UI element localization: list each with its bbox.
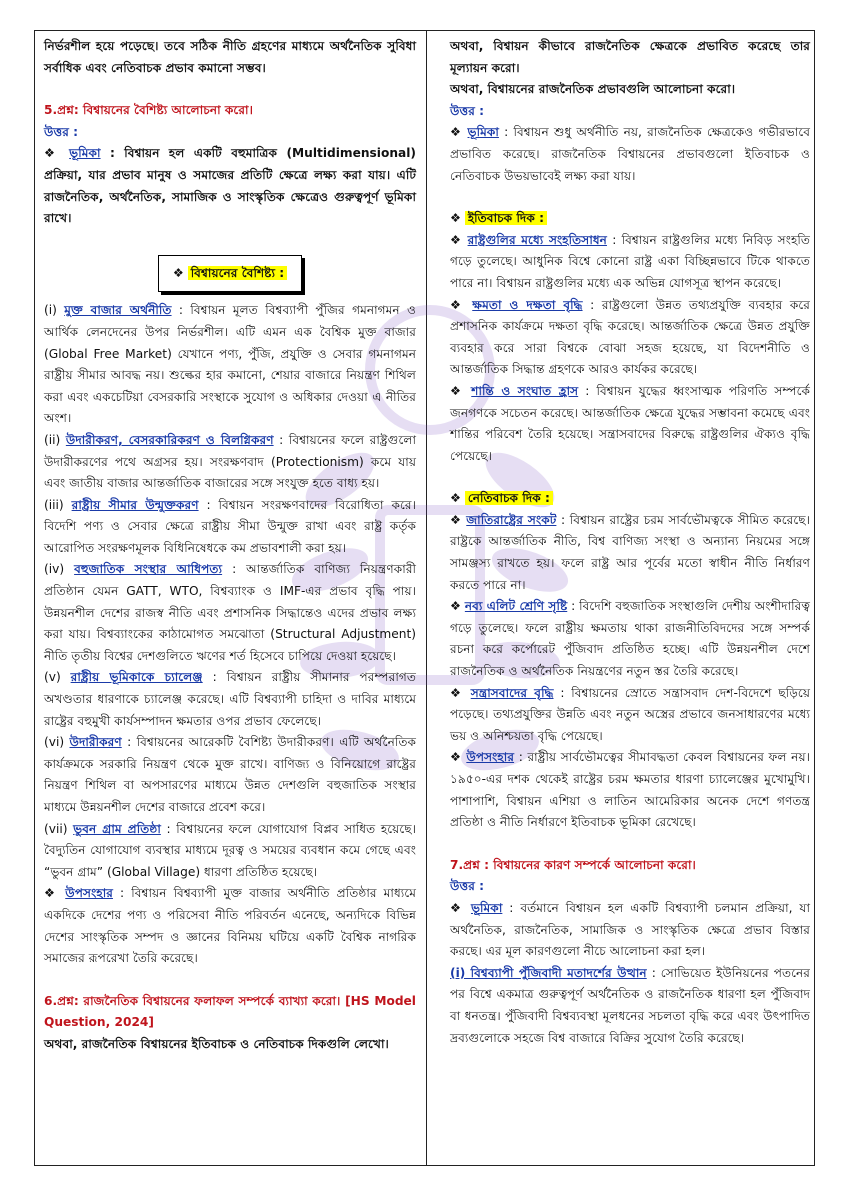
intro-paragraph: ❖ ভূমিকা : বিশ্বায়ন শুধু অর্থনীতি নয়, রাজনৈতিক ক্ষেত্রকেও গভীরভাবে প্রভাবিত করেছে। রাজনৈতিক বিশ্বায়নের প্রভাবগুলো ইতিবাচক ও নেতিবাচক উভয়ভাবেই লক্ষ্য করা যায়। bbox=[450, 125, 811, 183]
bullet-icon: ❖ bbox=[450, 599, 461, 614]
bullet-icon: ❖ bbox=[172, 265, 184, 280]
feature-vi: (vi) উদারীকরণ : বিশ্বায়নের আরেকটি বৈশিষ্ট্য উদারীকরণ। এটি অর্থনৈতিক কার্যক্রমকে সরকারি নিয়ন্ত্রণ থেকে মুক্ত রাখে। বাণিজ্য ও বিনিয়োগে রাষ্ট্রের নিয়ন্ত্রণ শিথিল বা অপসারণের মাধ্যমে উন্নত দেশগুলি বহুজাতিক সংস্থার মাধ্যমে উন্নয়নশীল দেশের বাজারে প্রবেশ করে। bbox=[44, 735, 416, 814]
positive-point-2: ❖ ক্ষমতা ও দক্ষতা বৃদ্ধি : রাষ্ট্রগুলো উন্নত তথ্যপ্রযুক্তি ব্যবহার করে প্রশাসনিক কার্যক্রমে দক্ষতা বৃদ্ধি করেছে। আন্তর্জাতিক ক্ষেত্রে উন্নত প্রযুক্তি ব্যবহার করে সারা বিশ্বকে বোঝা সহজ হয়েছে, যা বিদেশনীতি ও আন্তর্জাতিক সিদ্ধান্ত গ্রহণকে আরও কার্যকর করেছে। bbox=[450, 297, 810, 377]
bullet-icon: ❖ bbox=[450, 491, 461, 506]
intro-keyword: ভূমিকা bbox=[69, 146, 101, 161]
question-5: 5.প্রশ্ন: বিশ্বায়নের বৈশিষ্ট্য আলোচনা করো। bbox=[44, 103, 253, 118]
features-heading: বিশ্বায়নের বৈশিষ্ট্য : bbox=[188, 266, 287, 280]
bullet-icon: ❖ bbox=[450, 512, 462, 527]
positive-heading: ❖ ইতিবাচক দিক : bbox=[450, 208, 810, 230]
conclusion-paragraph: ❖ উপসংহার : রাষ্ট্রীয় সার্বভৌমত্বের সীমাবদ্ধতা কেবল বিশ্বায়নের ফল নয়। ১৯৫০-এর দশক থেকেই রাষ্ট্রের চরম ক্ষমতার ধারণা চ্যালেঞ্জের মুখোমুখি। পাশাপাশি, বিশ্বায়ন এশিয়া ও লাতিন আমেরিকার অনেক দেশে গণতন্ত্র প্রতিষ্ঠা ও নীতি নির্ধারণে ইতিবাচক ভূমিকা রেখেছে। bbox=[450, 750, 810, 830]
question-7: 7.প্রশ্ন : বিশ্বায়নের কারণ সম্পর্কে আলোচনা করো। bbox=[450, 857, 696, 872]
positive-point-1: ❖ রাষ্ট্রগুলির মধ্যে সংহতিসাধন : বিশ্বায়ন রাষ্ট্রগুলির মধ্যে নিবিড় সংহতি গড়ে তুলেছে। আধুনিক বিশ্বে কোনো রাষ্ট্র একা বিচ্ছিন্নভাবে টিকে থাকতে পারে না। বিশ্বায়ন রাষ্ট্রগুলির মধ্যে এক অভিন্ন যোগসূত্র স্থাপন করেছে। bbox=[450, 232, 810, 290]
question-6: 6.প্রশ্ন: রাজনৈতিক বিশ্বায়নের ফলাফল সম্পর্কে ব্যাখ্যা করো। [HS Model Question, 2024] bbox=[44, 993, 416, 1030]
question-6-alternative-3: অথবা, বিশ্বায়নের রাজনৈতিক প্রভাবগুলি আলোচনা করো। bbox=[450, 82, 736, 97]
bullet-icon: ❖ bbox=[450, 750, 462, 765]
bullet-icon: ❖ bbox=[450, 211, 461, 226]
question-6-alternative: অথবা, রাজনৈতিক বিশ্বায়নের ইতিবাচক ও নেতিবাচক দিকগুলি লেখো। bbox=[44, 1036, 389, 1051]
negative-point-1: ❖ জাতিরাষ্ট্রের সংকট : বিশ্বায়ন রাষ্ট্রের চরম সার্বভৌমত্বকে সীমিত করেছে। রাষ্ট্রকে আন্তর্জাতিক নীতি, বিশ্ব বাণিজ্য সংস্থা ও অন্যান্য নিয়মের সঙ্গে সামঞ্জস্য রাখতে হয়। ফলে রাষ্ট্র আর পূর্বের মতো স্বাধীন নীতি নির্ধারণ করতে পারে না। bbox=[450, 512, 810, 592]
feature-iv: (iv) বহুজাতিক সংস্থার আধিপত্য : আন্তর্জাতিক বাণিজ্য নিয়ন্ত্রণকারী প্রতিষ্ঠান যেমন GATT, WTO, বিশ্বব্যাংক ও IMF-এর প্রভাব বৃদ্ধি পায়। উন্নয়নশীল দেশের রাজস্ব নীতি এবং প্রশাসনিক সিদ্ধান্তেও এদের প্রভাব লক্ষ্য করা যায়। বিশ্বব্যাংকের কাঠামোগত সমঝোতা (Structural Adjustment) নীতি তৃতীয় বিশ্বের দেশগুলিতে ঋণের শর্ত হিসেবে চাপিয়ে দেওয়া হয়েছে। bbox=[44, 562, 417, 663]
intro-paragraph: ❖ ভূমিকা : বিশ্বায়ন হল একটি বহুমাত্রিক (Multidimensional) প্রক্রিয়া, যার প্রভাব মানুষ ও সমাজের প্রতিটি ক্ষেত্রে লক্ষ্য করা যায়। এটি রাজনৈতিক, অর্থনৈতিক, সামাজিক ও সাংস্কৃতিক ক্ষেত্রেও গুরুত্বপূর্ণ ভূমিকা রাখে। bbox=[44, 146, 416, 226]
bullet-icon: ❖ bbox=[450, 685, 464, 700]
feature-vii: (vii) ভুবন গ্রাম প্রতিষ্ঠা : বিশ্বায়নের ফলে যোগাযোগ বিপ্লব সাধিত হয়েছে। বৈদ্যুতিন যোগাযোগ ব্যবস্থার মাধ্যমে দূরত্ব ও সময়ের ব্যবধান কমে গেছে এবং “ভুবন গ্রাম” (Global Village) ধারণা প্রতিষ্ঠিত হয়েছে। bbox=[44, 821, 416, 879]
intro-paragraph: ❖ ভূমিকা : বর্তমানে বিশ্বায়ন হল একটি বিশ্বব্যাপী চলমান প্রক্রিয়া, যা অর্থনৈতিক, রাজনৈতিক, সামাজিক ও সাংস্কৃতিক ক্ষেত্রে প্রভাব বিস্তার করছে। এর মূল কারণগুলো নীচে আলোচনা করা হল। bbox=[450, 900, 810, 959]
feature-ii: (ii) উদারীকরণ, বেসরকারিকরণ ও বিলগ্নিকরণ : বিশ্বায়নের ফলে রাষ্ট্রগুলো উদারীকরণের পথে অগ্রসর হয়। সংরক্ষণবাদ (Protectionism) কমে যায় এবং জাতীয় বাজার আন্তর্জাতিক বাজারের সঙ্গে সংযুক্ত হতে বাধ্য হয়। bbox=[44, 432, 416, 491]
negative-point-3: ❖ সন্ত্রাসবাদের বৃদ্ধি : বিশ্বায়নের স্রোতে সন্ত্রাসবাদ দেশ-বিদেশে ছড়িয়ে পড়েছে। তথ্যপ্রযুক্তির উন্নতি এবং নতুন অস্ত্রের প্রভাবে জনসাধারণের মধ্যে ভয় ও অনিশ্চয়তা বৃদ্ধি পেয়েছে। bbox=[450, 685, 811, 743]
cause-i: (i) বিশ্বব্যাপী পুঁজিবাদী মতাদর্শের উত্থান : সোভিয়েত ইউনিয়নের পতনের পর বিশ্বে একমাত্র গুরুত্বপূর্ণ অর্থনৈতিক ও রাজনৈতিক ধারণা হল পুঁজিবাদ বা ধনতন্ত্র। পুঁজিবাদী বিশ্বব্যবস্থা মূলধনের সচলতা বৃদ্ধি করে এবং উৎপাদিত দ্রব্যগুলোকে সহজে বিশ্ব বাজারে বিক্রির সুযোগ তৈরি করেছে। bbox=[450, 965, 810, 1045]
bullet-icon: ❖ bbox=[44, 886, 59, 901]
right-column bbox=[450, 36, 810, 1049]
answer-label: উত্তর : bbox=[450, 103, 485, 118]
question-6-alternative-2: অথবা, বিশ্বায়ন কীভাবে রাজনৈতিক ক্ষেত্রকে প্রভাবিত করেছে তার মূল্যায়ন করো। bbox=[450, 39, 810, 75]
negative-heading: ❖ নেতিবাচক দিক : bbox=[450, 488, 810, 510]
answer-label: উত্তর : bbox=[450, 879, 485, 894]
answer-label: উত্তর : bbox=[44, 124, 79, 139]
bullet-icon: ❖ bbox=[44, 146, 61, 161]
feature-i: (i) মুক্ত বাজার অর্থনীতি : বিশ্বায়ন মূলত বিশ্বব্যাপী পুঁজির গমনাগমন ও আর্থিক লেনদেনের উপর নির্ভরশীল। এটি এমন এক বৈশ্বিক মুক্ত বাজার (Global Free Market) যেখানে পণ্য, পুঁজি, প্রযুক্তি ও সেবার গমনাগমন রাষ্ট্রীয় সীমার আবদ্ধ নয়। শুল্কের হার কমানো, শেয়ার বাজারে নিয়ন্ত্রণ শিথিল করা এবং একচেটিয়া বেসরকারি সংস্থাকে সুযোগ ও অধিকার দেওয়া এ নীতির অংশ। bbox=[44, 303, 416, 426]
paragraph-continued: নির্ভরশীল হয়ে পড়েছে। তবে সঠিক নীতি গ্রহণের মাধ্যমে অর্থনৈতিক সুবিধা সর্বাধিক এবং নেতিবাচক প্রভাব কমানো সম্ভব। bbox=[44, 39, 416, 75]
bullet-icon: ❖ bbox=[450, 297, 465, 312]
bullet-icon: ❖ bbox=[450, 383, 465, 398]
left-column bbox=[44, 36, 416, 1056]
bullet-icon: ❖ bbox=[450, 232, 463, 247]
negative-point-2: ❖ নব্য এলিট শ্রেণি সৃষ্টি : বিদেশি বহুজাতিক সংস্থাগুলি দেশীয় অংশীদারিত্ব গড়ে তুলেছে। ফলে রাষ্ট্রীয় ক্ষমতায় থাকা রাজনীতিবিদদের সঙ্গে সম্পর্ক রচনা করে কর্পোরেট পুঁজিবাদ প্রতিষ্ঠিত হচ্ছে। এটি উন্নয়নশীল দেশে রাজনৈতিক ও অর্থনৈতিক নিয়ন্ত্রণের নতুন স্তর তৈরি করেছে। bbox=[450, 599, 810, 679]
bullet-icon: ❖ bbox=[450, 125, 463, 140]
positive-point-3: ❖ শান্তি ও সংঘাত হ্রাস : বিশ্বায়ন যুদ্ধের ধ্বংসাত্মক পরিণতি সম্পর্কে জনগণকে সচেতন করেছে। আন্তর্জাতিক ক্ষেত্রে যুদ্ধের সম্ভাবনা কমেছে এবং শান্তির পরিবেশ তৈরি হয়েছে। সন্ত্রাসবাদের বিরুদ্ধে রাষ্ট্রগুলির ঐক্যও বৃদ্ধি পেয়েছে। bbox=[450, 383, 811, 463]
feature-v: (v) রাষ্ট্রীয় ভূমিকাকে চ্যালেঞ্জ : বিশ্বায়ন রাষ্ট্রীয় সীমানার পরম্পরাগত অখণ্ডতার ধারণাকে চ্যালেঞ্জ করেছে। এটি বিশ্বব্যাপী চাহিদা ও দাবির মাধ্যমে রাষ্ট্রের বহুমুখী কার্যসম্পাদন ক্ষমতার ওপর প্রভাব ফেলেছে। bbox=[44, 670, 416, 728]
bullet-icon: ❖ bbox=[450, 900, 464, 915]
conclusion-paragraph: ❖ উপসংহার : বিশ্বায়ন বিশ্বব্যাপী মুক্ত বাজার অর্থনীতি প্রতিষ্ঠার মাধ্যমে একদিকে দেশের পণ্য ও পরিসেবা নীতি পরিবর্তন এনেছে, অন্যদিকে বিভিন্ন দেশের সাংস্কৃতিক সম্পদ ও জ্ঞানের বিনিময় ঘটিয়ে একটি বৈশ্বিক নাগরিক সমাজের রূপরেখা তৈরি করেছে। bbox=[44, 886, 417, 966]
features-heading-box bbox=[158, 255, 302, 293]
feature-iii: (iii) রাষ্ট্রীয় সীমার উন্মুক্তকরণ : বিশ্বায়ন সংরক্ষণবাদের বিরোধিতা করে। বিদেশি পণ্য ও সেবার ক্ষেত্রে রাষ্ট্রীয় সীমা উন্মুক্ত রাখা এবং রাষ্ট্র কর্তৃক আরোপিত সংরক্ষণমূলক বিধিনিষেধকে কম প্রভাবশালী করা হয়। bbox=[44, 497, 416, 555]
